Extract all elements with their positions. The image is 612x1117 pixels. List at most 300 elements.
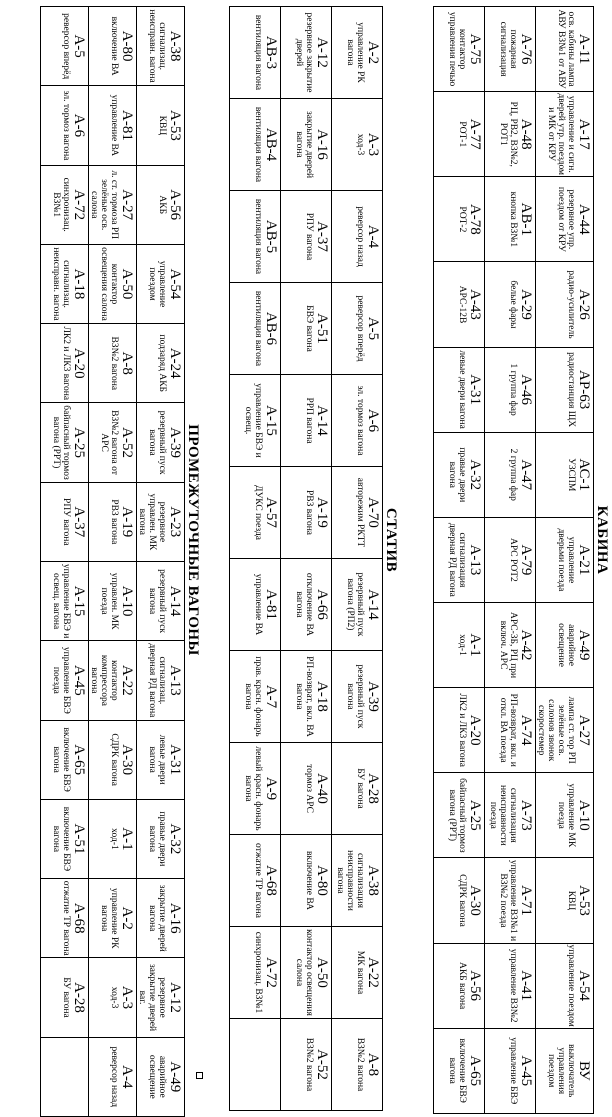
breaker-code: А-49 bbox=[576, 629, 592, 661]
section-title: СТАТИВ bbox=[383, 507, 399, 573]
breaker-cell bbox=[536, 1028, 594, 1113]
breaker-code: АВ-3 bbox=[263, 35, 279, 70]
empty-cell bbox=[230, 1019, 281, 1111]
breaker-description: БВЭ вагона bbox=[304, 305, 314, 352]
breaker-code: А-15 bbox=[71, 585, 87, 617]
breaker-code: А-28 bbox=[365, 773, 381, 804]
breaker-description: вентиляция вагона bbox=[253, 14, 263, 91]
breaker-code: А-4 bbox=[365, 224, 381, 249]
breaker-code: А-19 bbox=[314, 497, 330, 528]
breaker-cell bbox=[434, 773, 485, 858]
breaker-code: А-56 bbox=[467, 970, 483, 1002]
breaker-code: А-9 bbox=[263, 776, 279, 801]
breaker-description: МК вагона bbox=[355, 950, 365, 995]
breaker-code: А-30 bbox=[119, 744, 135, 776]
breaker-description: управление РК вагона bbox=[99, 887, 119, 949]
breaker-cell bbox=[536, 347, 594, 432]
breaker-cell bbox=[332, 1019, 383, 1111]
breaker-cell bbox=[230, 651, 281, 743]
breaker-code: А-51 bbox=[314, 313, 330, 344]
breaker-code: А-76 bbox=[518, 33, 534, 65]
breaker-cell bbox=[332, 651, 383, 743]
breaker-cell bbox=[485, 517, 536, 602]
breaker-description: закрытие дверей вагона bbox=[294, 110, 314, 179]
breaker-code: А-37 bbox=[71, 506, 87, 538]
breaker-cell bbox=[41, 720, 89, 799]
breaker-description: эл. тормоз вагона bbox=[61, 90, 71, 161]
breaker-code: А-8 bbox=[365, 1052, 381, 1077]
table-row bbox=[434, 7, 485, 1114]
breaker-description: АКБ вагона bbox=[457, 961, 467, 1010]
breaker-cell bbox=[41, 7, 89, 86]
breaker-description: резервное закрытие дверей bbox=[294, 12, 314, 93]
breaker-cell bbox=[137, 720, 185, 799]
breaker-code: А-20 bbox=[71, 347, 87, 379]
breaker-code: А-24 bbox=[167, 347, 183, 379]
breaker-description: ВЗ№2 вагона bbox=[304, 1037, 314, 1092]
breaker-cell bbox=[281, 1019, 332, 1111]
breaker-description: управление РК вагона bbox=[345, 22, 365, 83]
breaker-cell bbox=[89, 958, 137, 1037]
breaker-cell bbox=[434, 262, 485, 347]
section-title: КАБИНА bbox=[594, 505, 610, 575]
breaker-description: управление и сигн. дверей утр. поездом и МК от КРУ bbox=[546, 93, 576, 176]
breaker-cell bbox=[41, 244, 89, 323]
breaker-code: А-21 bbox=[576, 544, 592, 576]
breaker-description: отключение ВА вагона bbox=[294, 572, 314, 637]
breaker-code: А-52 bbox=[119, 427, 135, 458]
breaker-cell bbox=[230, 559, 281, 651]
breaker-cell bbox=[281, 651, 332, 743]
breaker-description: белые фары bbox=[508, 280, 518, 329]
breaker-cell bbox=[89, 561, 137, 640]
breaker-code: А-16 bbox=[314, 129, 330, 160]
breaker-description: ход-1 bbox=[109, 828, 119, 850]
breaker-code: А-65 bbox=[71, 744, 87, 776]
breaker-code: А-51 bbox=[71, 823, 87, 855]
breaker-cell bbox=[41, 165, 89, 244]
breaker-description: АКБ bbox=[157, 195, 167, 215]
breaker-description: отжатие ТР вагона bbox=[61, 880, 71, 956]
breaker-description: управление БВЭ поезда bbox=[51, 646, 71, 714]
breaker-cell bbox=[281, 835, 332, 927]
breaker-cell bbox=[332, 927, 383, 1019]
breaker-code: А-30 bbox=[467, 885, 483, 916]
breaker-code: А-10 bbox=[119, 585, 135, 617]
breaker-description: закрытие дверей вагона bbox=[147, 884, 167, 952]
breaker-cell bbox=[485, 432, 536, 517]
table-row bbox=[89, 7, 137, 1117]
breaker-description: реверсор назад bbox=[355, 206, 365, 267]
breaker-code: А-18 bbox=[71, 268, 87, 300]
breaker-description: синхронизац. ВЗ№1 bbox=[253, 931, 263, 1014]
breaker-description: управление БВЭ и освещ. вагона bbox=[51, 563, 71, 639]
breaker-code: А-14 bbox=[314, 405, 330, 436]
breaker-cell bbox=[434, 347, 485, 432]
breaker-description: ВЗ№2 вагона от АРС bbox=[99, 410, 119, 475]
breaker-description: КВЦ bbox=[566, 890, 576, 911]
breaker-code: А-68 bbox=[71, 902, 87, 934]
breaker-cell bbox=[485, 7, 536, 92]
table-row bbox=[332, 7, 383, 1111]
breaker-code: А-10 bbox=[576, 799, 592, 831]
breaker-code: А-43 bbox=[467, 289, 483, 320]
breaker-cell bbox=[281, 559, 332, 651]
breaker-cell bbox=[485, 688, 536, 773]
breaker-cell bbox=[89, 7, 137, 86]
breaker-description: аварийное освещение bbox=[556, 623, 576, 667]
breaker-cell bbox=[485, 773, 536, 858]
breaker-description: л. ст. тормоза РП зелёные осв. салона bbox=[89, 170, 119, 239]
breaker-description: управление поездом bbox=[566, 944, 576, 1027]
breaker-code: А-20 bbox=[467, 714, 483, 746]
breaker-cell bbox=[89, 1037, 137, 1116]
table-row bbox=[137, 7, 185, 1117]
breaker-description: контактор компрессора вагона bbox=[89, 654, 119, 706]
breaker-code: А-5 bbox=[365, 316, 381, 341]
breaker-description: сигнализация неисправности поезда bbox=[488, 785, 518, 846]
breaker-description: радио-усилитель bbox=[566, 270, 576, 339]
breaker-description: реверсор вперёд bbox=[355, 295, 365, 362]
breaker-cell bbox=[536, 177, 594, 262]
breaker-cell bbox=[230, 7, 281, 99]
breaker-cell bbox=[485, 943, 536, 1028]
breaker-code: А-15 bbox=[263, 405, 279, 436]
breaker-cell bbox=[137, 324, 185, 403]
breaker-description: управление ВА bbox=[253, 573, 263, 636]
breaker-code: А-14 bbox=[167, 585, 183, 617]
breaker-description: РОТ-2 bbox=[457, 206, 467, 233]
breaker-description: сигнализац. неисправн. вагона bbox=[51, 247, 71, 321]
breaker-code: А-2 bbox=[119, 906, 135, 930]
breaker-description: РПУ вагона bbox=[61, 498, 71, 546]
breaker-description: управление ВЗ№2 bbox=[508, 948, 518, 1023]
breaker-code: А-45 bbox=[71, 664, 87, 696]
breaker-description: левый красн. фонарь вагона bbox=[243, 746, 263, 831]
breaker-code: А-68 bbox=[263, 865, 279, 896]
breaker-cell bbox=[89, 324, 137, 403]
breaker-cell bbox=[332, 743, 383, 835]
breaker-cell bbox=[281, 283, 332, 375]
breaker-cell bbox=[434, 177, 485, 262]
breaker-cell bbox=[137, 799, 185, 878]
breaker-cell bbox=[230, 99, 281, 191]
breaker-cell bbox=[137, 561, 185, 640]
breaker-cell bbox=[89, 482, 137, 561]
breaker-cell bbox=[332, 375, 383, 467]
breaker-description: осв. кабины лампа АВУ ВЗ№1 от АВУ bbox=[556, 9, 576, 89]
breaker-code: А-25 bbox=[71, 427, 87, 458]
breaker-code: А-75 bbox=[467, 33, 483, 65]
breaker-code: А-25 bbox=[467, 799, 483, 831]
breaker-cell bbox=[434, 92, 485, 177]
breaker-code: А-71 bbox=[518, 885, 534, 916]
breaker-description: управление БВЭ bbox=[508, 1037, 518, 1105]
breaker-description: резервное упр. поездом от КРУ bbox=[556, 186, 576, 252]
section-cabin bbox=[433, 6, 610, 1105]
breaker-code: А-45 bbox=[518, 1055, 534, 1087]
breaker-cell bbox=[89, 244, 137, 323]
breaker-description: прав. красн. фонарь вагона bbox=[243, 656, 263, 737]
breaker-code: А-65 bbox=[467, 1055, 483, 1087]
breaker-description: левые двери вагона bbox=[457, 350, 467, 429]
table-row bbox=[281, 7, 332, 1111]
breaker-description: эл. тормоз вагона bbox=[355, 385, 365, 456]
breaker-code: А-37 bbox=[314, 221, 330, 252]
breaker-code: А-16 bbox=[167, 902, 183, 934]
breaker-code: А-53 bbox=[576, 885, 592, 916]
breaker-code: А-81 bbox=[263, 589, 279, 620]
breaker-cell bbox=[434, 432, 485, 517]
breaker-code: А-80 bbox=[119, 30, 135, 62]
breaker-code: А-78 bbox=[467, 203, 483, 235]
breaker-description: правые двери вагона bbox=[147, 811, 167, 867]
breaker-description: аварийное освещение bbox=[147, 1054, 167, 1099]
breaker-code: АС-1 bbox=[576, 458, 592, 492]
empty-cell bbox=[41, 1037, 89, 1116]
breaker-cell bbox=[281, 743, 332, 835]
breaker-code: А-40 bbox=[314, 773, 330, 804]
breaker-code: А-50 bbox=[119, 268, 135, 300]
breaker-cell bbox=[434, 7, 485, 92]
breaker-code: ВУ bbox=[576, 1061, 592, 1081]
breaker-cell bbox=[281, 99, 332, 191]
breaker-description: резервное управлен. МК вагона bbox=[137, 493, 167, 551]
breaker-code: А-38 bbox=[167, 30, 183, 62]
breaker-code: А-7 bbox=[263, 684, 279, 709]
breaker-cell bbox=[89, 879, 137, 958]
breaker-cell bbox=[332, 559, 383, 651]
breaker-description: контактор освещения салона bbox=[294, 929, 314, 1016]
breaker-cell bbox=[485, 262, 536, 347]
breaker-description: ВЗ№2 вагона bbox=[355, 1037, 365, 1092]
breaker-code: А-4 bbox=[119, 1065, 135, 1089]
breaker-code: А-52 bbox=[314, 1049, 330, 1080]
breaker-description: управление дверьми поезда bbox=[556, 528, 576, 592]
breaker-cell bbox=[281, 927, 332, 1019]
breaker-description: АРС-ЗБ, РЦ при включ. АРС bbox=[498, 611, 518, 679]
breaker-cell bbox=[536, 432, 594, 517]
breaker-description: РП-возврат, вкл. и откл. ВА поезда bbox=[498, 693, 518, 767]
breaker-description: управление МК поезда bbox=[556, 783, 576, 848]
breaker-description: тормоз АРС bbox=[304, 764, 314, 813]
breaker-code: А-12 bbox=[314, 37, 330, 68]
table-row bbox=[485, 7, 536, 1114]
breaker-cell bbox=[536, 943, 594, 1028]
breaker-cell bbox=[41, 403, 89, 482]
breaker-code: А-14 bbox=[365, 589, 381, 620]
breaker-code: А-27 bbox=[119, 189, 135, 221]
breaker-description: отжатие ТР вагона bbox=[253, 842, 263, 918]
breaker-code: АВ-1 bbox=[518, 202, 534, 237]
breaker-code: А-57 bbox=[263, 497, 279, 528]
breaker-cell bbox=[485, 347, 536, 432]
breaker-cell bbox=[137, 244, 185, 323]
breaker-cell bbox=[137, 403, 185, 482]
breaker-cell bbox=[434, 943, 485, 1028]
breaker-description: БУ вагона bbox=[61, 977, 71, 1018]
breaker-code: А-13 bbox=[167, 664, 183, 696]
breaker-cell bbox=[281, 375, 332, 467]
breaker-description: резервный пуск вагона bbox=[147, 410, 167, 475]
breaker-code: А-50 bbox=[314, 957, 330, 988]
breaker-cell bbox=[434, 858, 485, 943]
breaker-cell bbox=[536, 858, 594, 943]
section-title: ПРОМЕЖУТОЧНЫЕ ВАГОНЫ bbox=[185, 424, 201, 656]
breaker-description: сигнализац. неисправн. вагона bbox=[147, 9, 167, 83]
breaker-description: ЛК2 и ЛК3 вагона bbox=[61, 326, 71, 401]
breaker-code: А-70 bbox=[365, 497, 381, 528]
breaker-code: А-54 bbox=[167, 268, 183, 300]
breaker-description: включение ВА bbox=[109, 16, 119, 76]
breaker-description: вентиляция вагона bbox=[253, 198, 263, 275]
breaker-description: 1 группа фар bbox=[508, 363, 518, 416]
breaker-cell bbox=[536, 602, 594, 687]
breaker-cell bbox=[536, 92, 594, 177]
breaker-code: А-77 bbox=[467, 118, 483, 150]
breaker-code: А-32 bbox=[167, 823, 183, 855]
breaker-code: А-6 bbox=[365, 408, 381, 433]
breaker-code: А-5 bbox=[71, 34, 87, 58]
breaker-cell bbox=[485, 602, 536, 687]
breaker-cell bbox=[485, 858, 536, 943]
table-row bbox=[230, 7, 281, 1111]
breaker-cell bbox=[89, 86, 137, 165]
breaker-cell bbox=[89, 799, 137, 878]
breaker-description: радиостанция ЩХ bbox=[566, 352, 576, 428]
breaker-description: контактор управления печью bbox=[447, 11, 467, 87]
breaker-description: резервное закрытие дверей ваг. bbox=[137, 963, 167, 1032]
breaker-description: синхронизац. ВЗ№1 bbox=[51, 177, 71, 232]
breaker-description: управление ВА bbox=[109, 94, 119, 157]
breaker-cell bbox=[434, 517, 485, 602]
breaker-code: А-29 bbox=[518, 289, 534, 320]
breaker-code: А-41 bbox=[518, 970, 534, 1002]
breaker-cell bbox=[536, 773, 594, 858]
breaker-cell bbox=[41, 324, 89, 403]
breaker-code: А-31 bbox=[167, 744, 183, 776]
breaker-cell bbox=[434, 688, 485, 773]
breaker-cell bbox=[230, 927, 281, 1019]
breaker-code: А-39 bbox=[167, 427, 183, 458]
breaker-description: КВЦ bbox=[157, 115, 167, 136]
breaker-description: СДРК вагона bbox=[109, 733, 119, 786]
breaker-code: А-72 bbox=[263, 957, 279, 988]
breaker-code: А-23 bbox=[167, 506, 183, 538]
breaker-description: РПУ вагона bbox=[304, 212, 314, 261]
breaker-cell bbox=[281, 467, 332, 559]
page-corner-marker bbox=[196, 1072, 203, 1079]
breaker-code: А-19 bbox=[119, 506, 135, 538]
breaker-code: А-72 bbox=[71, 189, 87, 221]
breaker-description: РРП вагона bbox=[304, 397, 314, 444]
breaker-code: А-66 bbox=[314, 589, 330, 620]
breaker-description: СДРК вагона bbox=[457, 874, 467, 927]
breaker-description: управление поездом bbox=[147, 260, 167, 308]
breaker-code: А-48 bbox=[518, 118, 534, 150]
breaker-cell bbox=[41, 879, 89, 958]
breaker-description: ВЗ№2 вагона bbox=[109, 336, 119, 391]
breaker-cell bbox=[41, 958, 89, 1037]
breaker-description: 2 группа фар bbox=[508, 448, 518, 501]
breaker-description: управлен. МК поезда bbox=[99, 572, 119, 630]
breaker-description: АРС РОТ2 bbox=[508, 538, 518, 582]
breaker-cell bbox=[230, 467, 281, 559]
breaker-cell bbox=[89, 403, 137, 482]
table-row bbox=[41, 7, 89, 1117]
breaker-description: сигнализац. дверная РД вагона bbox=[147, 643, 167, 718]
breaker-description: ЛК2 и ЛК3 вагона bbox=[457, 693, 467, 767]
breaker-cell bbox=[41, 482, 89, 561]
breaker-description: включение БВЭ вагона bbox=[447, 1038, 467, 1103]
breaker-code: А-2 bbox=[365, 40, 381, 65]
breaker-code: А-8 bbox=[119, 351, 135, 375]
breaker-description: выключатель управления поездом bbox=[546, 1044, 576, 1098]
breaker-code: А-32 bbox=[467, 459, 483, 491]
breaker-description: реверсор вперёд bbox=[61, 13, 71, 80]
breaker-cell bbox=[137, 86, 185, 165]
breaker-code: А-49 bbox=[167, 1061, 183, 1093]
breaker-code: А-26 bbox=[576, 289, 592, 320]
breaker-cell bbox=[137, 879, 185, 958]
breaker-description: УЗСПМ bbox=[566, 458, 576, 492]
breaker-description: РОТ-1 bbox=[457, 121, 467, 148]
breaker-cell bbox=[485, 92, 536, 177]
breaker-description: кнопка ВЗ№1 bbox=[508, 191, 518, 248]
breaker-cell bbox=[230, 743, 281, 835]
breaker-description: РВЗ вагона bbox=[109, 499, 119, 545]
breaker-cell bbox=[332, 7, 383, 99]
breaker-code: А-42 bbox=[518, 629, 534, 661]
breaker-cell bbox=[230, 835, 281, 927]
breaker-description: байпасный тормоз вагона (РРТ) bbox=[447, 778, 467, 853]
breaker-cell bbox=[536, 688, 594, 773]
breaker-code: АВ-6 bbox=[263, 311, 279, 346]
breaker-cell bbox=[332, 191, 383, 283]
breaker-cell bbox=[434, 1028, 485, 1113]
breaker-cell bbox=[332, 99, 383, 191]
breaker-code: А-22 bbox=[365, 957, 381, 988]
breaker-cell bbox=[89, 720, 137, 799]
breaker-cell bbox=[281, 7, 332, 99]
breaker-description: резервный пуск вагона bbox=[147, 569, 167, 634]
breaker-cell bbox=[41, 561, 89, 640]
breaker-code: А-22 bbox=[119, 664, 135, 696]
breaker-cell bbox=[41, 86, 89, 165]
breaker-description: байпасный тормоз вагона (РРТ) bbox=[51, 405, 71, 480]
breaker-cell bbox=[137, 641, 185, 720]
breaker-code: А-1 bbox=[119, 827, 135, 851]
breaker-cell bbox=[137, 482, 185, 561]
breaker-cell bbox=[485, 1028, 536, 1113]
breaker-cell bbox=[41, 641, 89, 720]
breaker-description: пожарная сигнализация bbox=[498, 21, 518, 77]
breaker-code: А-44 bbox=[576, 203, 592, 235]
breaker-cell bbox=[137, 958, 185, 1037]
breaker-code: А-6 bbox=[71, 113, 87, 138]
breaker-description: БУ вагона bbox=[355, 768, 365, 809]
breaker-code: А-28 bbox=[71, 982, 87, 1013]
section-rack bbox=[229, 6, 399, 1092]
breaker-description: реверсор назад bbox=[109, 1046, 119, 1108]
breaker-code: А-11 bbox=[576, 33, 592, 65]
breaker-cell bbox=[137, 165, 185, 244]
breaker-code: А-27 bbox=[576, 714, 592, 746]
breaker-description: лампа ст. тор РП зелёные осв. салонов звонок скоростемер bbox=[536, 696, 576, 764]
breaker-code: А-13 bbox=[467, 544, 483, 576]
breaker-cell bbox=[230, 283, 281, 375]
breaker-code: А-53 bbox=[167, 110, 183, 141]
